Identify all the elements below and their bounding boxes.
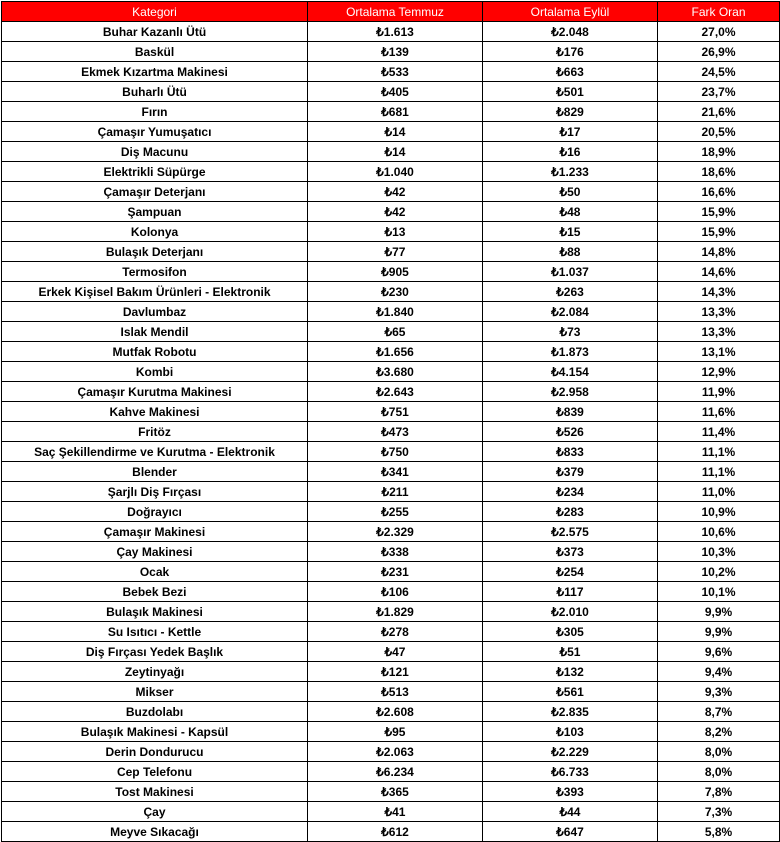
cell-eylul: ₺2.048: [483, 22, 658, 42]
cell-eylul: ₺51: [483, 642, 658, 662]
cell-fark-oran: 12,9%: [658, 362, 780, 382]
cell-kategori: Tost Makinesi: [2, 782, 308, 802]
cell-fark-oran: 11,1%: [658, 462, 780, 482]
table-row: [2, 342, 780, 362]
cell-temmuz: ₺1.656: [308, 342, 483, 362]
cell-fark-oran: 8,2%: [658, 722, 780, 742]
cell-temmuz: ₺513: [308, 682, 483, 702]
cell-kategori: Meyve Sıkacağı: [2, 822, 308, 842]
cell-fark-oran: 9,9%: [658, 622, 780, 642]
cell-kategori: Davlumbaz: [2, 302, 308, 322]
cell-kategori: Kombi: [2, 362, 308, 382]
header-fark-oran: Fark Oran: [658, 2, 780, 22]
cell-eylul: ₺526: [483, 422, 658, 442]
cell-kategori: Buhar Kazanlı Ütü: [2, 22, 308, 42]
cell-fark-oran: 9,3%: [658, 682, 780, 702]
table-row: [2, 602, 780, 622]
cell-temmuz: ₺612: [308, 822, 483, 842]
cell-eylul: ₺393: [483, 782, 658, 802]
cell-temmuz: ₺255: [308, 502, 483, 522]
cell-kategori: Bulaşık Makinesi - Kapsül: [2, 722, 308, 742]
table-row: [2, 742, 780, 762]
cell-temmuz: ₺42: [308, 202, 483, 222]
cell-kategori: Baskül: [2, 42, 308, 62]
cell-temmuz: ₺681: [308, 102, 483, 122]
cell-temmuz: ₺3.680: [308, 362, 483, 382]
cell-eylul: ₺1.233: [483, 162, 658, 182]
table-row: [2, 62, 780, 82]
cell-kategori: Cep Telefonu: [2, 762, 308, 782]
cell-kategori: Zeytinyağı: [2, 662, 308, 682]
cell-fark-oran: 10,3%: [658, 542, 780, 562]
table-row: [2, 162, 780, 182]
cell-kategori: Bebek Bezi: [2, 582, 308, 602]
table-row: [2, 182, 780, 202]
cell-fark-oran: 14,6%: [658, 262, 780, 282]
table-row: [2, 502, 780, 522]
cell-fark-oran: 13,3%: [658, 322, 780, 342]
table-row: [2, 382, 780, 402]
cell-temmuz: ₺2.643: [308, 382, 483, 402]
cell-fark-oran: 11,0%: [658, 482, 780, 502]
cell-kategori: Kolonya: [2, 222, 308, 242]
cell-temmuz: ₺41: [308, 802, 483, 822]
cell-fark-oran: 26,9%: [658, 42, 780, 62]
table-row: [2, 222, 780, 242]
table-row: [2, 202, 780, 222]
cell-temmuz: ₺13: [308, 222, 483, 242]
cell-fark-oran: 15,9%: [658, 202, 780, 222]
cell-eylul: ₺283: [483, 502, 658, 522]
cell-fark-oran: 13,1%: [658, 342, 780, 362]
cell-temmuz: ₺338: [308, 542, 483, 562]
cell-fark-oran: 10,2%: [658, 562, 780, 582]
cell-kategori: Doğrayıcı: [2, 502, 308, 522]
cell-fark-oran: 10,9%: [658, 502, 780, 522]
table-row: [2, 82, 780, 102]
cell-temmuz: ₺751: [308, 402, 483, 422]
table-row: [2, 302, 780, 322]
cell-kategori: Mikser: [2, 682, 308, 702]
cell-fark-oran: 7,8%: [658, 782, 780, 802]
cell-kategori: Çamaşır Deterjanı: [2, 182, 308, 202]
cell-temmuz: ₺95: [308, 722, 483, 742]
table-row: [2, 42, 780, 62]
cell-temmuz: ₺1.829: [308, 602, 483, 622]
cell-fark-oran: 24,5%: [658, 62, 780, 82]
cell-kategori: Termosifon: [2, 262, 308, 282]
cell-eylul: ₺2.229: [483, 742, 658, 762]
cell-kategori: Blender: [2, 462, 308, 482]
cell-temmuz: ₺211: [308, 482, 483, 502]
cell-fark-oran: 27,0%: [658, 22, 780, 42]
cell-temmuz: ₺231: [308, 562, 483, 582]
cell-kategori: Islak Mendil: [2, 322, 308, 342]
cell-temmuz: ₺341: [308, 462, 483, 482]
cell-eylul: ₺50: [483, 182, 658, 202]
cell-eylul: ₺2.835: [483, 702, 658, 722]
cell-fark-oran: 15,9%: [658, 222, 780, 242]
table-row: [2, 802, 780, 822]
cell-eylul: ₺839: [483, 402, 658, 422]
cell-eylul: ₺263: [483, 282, 658, 302]
cell-eylul: ₺16: [483, 142, 658, 162]
cell-fark-oran: 5,8%: [658, 822, 780, 842]
table-row: [2, 702, 780, 722]
cell-temmuz: ₺230: [308, 282, 483, 302]
table-row: [2, 522, 780, 542]
cell-temmuz: ₺1.840: [308, 302, 483, 322]
cell-temmuz: ₺1.040: [308, 162, 483, 182]
cell-temmuz: ₺750: [308, 442, 483, 462]
cell-fark-oran: 11,4%: [658, 422, 780, 442]
cell-kategori: Erkek Kişisel Bakım Ürünleri - Elektronik: [2, 282, 308, 302]
cell-eylul: ₺373: [483, 542, 658, 562]
table-row: [2, 782, 780, 802]
cell-eylul: ₺132: [483, 662, 658, 682]
table-row: [2, 262, 780, 282]
cell-temmuz: ₺473: [308, 422, 483, 442]
cell-fark-oran: 14,3%: [658, 282, 780, 302]
cell-eylul: ₺1.037: [483, 262, 658, 282]
cell-temmuz: ₺905: [308, 262, 483, 282]
cell-eylul: ₺103: [483, 722, 658, 742]
table-header: [2, 2, 780, 22]
cell-eylul: ₺2.575: [483, 522, 658, 542]
cell-kategori: Çamaşır Kurutma Makinesi: [2, 382, 308, 402]
cell-kategori: Derin Dondurucu: [2, 742, 308, 762]
cell-eylul: ₺2.010: [483, 602, 658, 622]
cell-eylul: ₺234: [483, 482, 658, 502]
cell-fark-oran: 11,1%: [658, 442, 780, 462]
cell-temmuz: ₺533: [308, 62, 483, 82]
header-kategori: Kategori: [2, 2, 308, 22]
table-row: [2, 122, 780, 142]
cell-fark-oran: 8,7%: [658, 702, 780, 722]
cell-kategori: Çamaşır Yumuşatıcı: [2, 122, 308, 142]
header-row: [2, 2, 780, 22]
table-body: [2, 22, 780, 842]
cell-temmuz: ₺47: [308, 642, 483, 662]
cell-fark-oran: 10,1%: [658, 582, 780, 602]
cell-kategori: Diş Fırçası Yedek Başlık: [2, 642, 308, 662]
cell-eylul: ₺501: [483, 82, 658, 102]
cell-fark-oran: 7,3%: [658, 802, 780, 822]
cell-fark-oran: 18,9%: [658, 142, 780, 162]
cell-eylul: ₺44: [483, 802, 658, 822]
cell-kategori: Fırın: [2, 102, 308, 122]
header-ortalama-eylul: Ortalama Eylül: [483, 2, 658, 22]
cell-eylul: ₺4.154: [483, 362, 658, 382]
cell-kategori: Buharlı Ütü: [2, 82, 308, 102]
cell-fark-oran: 10,6%: [658, 522, 780, 542]
cell-temmuz: ₺365: [308, 782, 483, 802]
cell-fark-oran: 23,7%: [658, 82, 780, 102]
table-row: [2, 322, 780, 342]
cell-fark-oran: 14,8%: [658, 242, 780, 262]
cell-fark-oran: 13,3%: [658, 302, 780, 322]
cell-eylul: ₺305: [483, 622, 658, 642]
cell-temmuz: ₺65: [308, 322, 483, 342]
table-row: [2, 542, 780, 562]
table-row: [2, 482, 780, 502]
cell-eylul: ₺829: [483, 102, 658, 122]
cell-eylul: ₺117: [483, 582, 658, 602]
table-row: [2, 362, 780, 382]
table-row: [2, 682, 780, 702]
cell-eylul: ₺88: [483, 242, 658, 262]
cell-temmuz: ₺42: [308, 182, 483, 202]
cell-temmuz: ₺106: [308, 582, 483, 602]
price-comparison-table: [1, 1, 780, 842]
cell-eylul: ₺48: [483, 202, 658, 222]
table-row: [2, 422, 780, 442]
cell-kategori: Elektrikli Süpürge: [2, 162, 308, 182]
cell-fark-oran: 21,6%: [658, 102, 780, 122]
cell-fark-oran: 8,0%: [658, 742, 780, 762]
cell-fark-oran: 9,6%: [658, 642, 780, 662]
cell-temmuz: ₺6.234: [308, 762, 483, 782]
cell-kategori: Bulaşık Deterjanı: [2, 242, 308, 262]
cell-temmuz: ₺121: [308, 662, 483, 682]
cell-temmuz: ₺77: [308, 242, 483, 262]
cell-kategori: Çay Makinesi: [2, 542, 308, 562]
cell-fark-oran: 11,9%: [658, 382, 780, 402]
table-row: [2, 282, 780, 302]
table-row: [2, 242, 780, 262]
cell-eylul: ₺561: [483, 682, 658, 702]
cell-eylul: ₺6.733: [483, 762, 658, 782]
table-row: [2, 622, 780, 642]
cell-fark-oran: 9,4%: [658, 662, 780, 682]
table-row: [2, 142, 780, 162]
table-row: [2, 462, 780, 482]
cell-temmuz: ₺139: [308, 42, 483, 62]
cell-fark-oran: 9,9%: [658, 602, 780, 622]
cell-kategori: Şarjlı Diş Fırçası: [2, 482, 308, 502]
cell-fark-oran: 11,6%: [658, 402, 780, 422]
table-row: [2, 722, 780, 742]
cell-fark-oran: 16,6%: [658, 182, 780, 202]
cell-eylul: ₺176: [483, 42, 658, 62]
cell-fark-oran: 20,5%: [658, 122, 780, 142]
cell-eylul: ₺833: [483, 442, 658, 462]
cell-temmuz: ₺14: [308, 142, 483, 162]
table-row: [2, 642, 780, 662]
cell-kategori: Şampuan: [2, 202, 308, 222]
cell-eylul: ₺2.084: [483, 302, 658, 322]
cell-temmuz: ₺14: [308, 122, 483, 142]
cell-eylul: ₺663: [483, 62, 658, 82]
cell-eylul: ₺15: [483, 222, 658, 242]
cell-temmuz: ₺2.063: [308, 742, 483, 762]
cell-kategori: Saç Şekillendirme ve Kurutma - Elektronik: [2, 442, 308, 462]
cell-temmuz: ₺278: [308, 622, 483, 642]
cell-kategori: Mutfak Robotu: [2, 342, 308, 362]
cell-kategori: Ekmek Kızartma Makinesi: [2, 62, 308, 82]
table-row: [2, 102, 780, 122]
cell-temmuz: ₺405: [308, 82, 483, 102]
table-row: [2, 22, 780, 42]
cell-kategori: Bulaşık Makinesi: [2, 602, 308, 622]
table-row: [2, 562, 780, 582]
cell-eylul: ₺1.873: [483, 342, 658, 362]
cell-temmuz: ₺2.329: [308, 522, 483, 542]
cell-eylul: ₺379: [483, 462, 658, 482]
table-row: [2, 662, 780, 682]
cell-kategori: Kahve Makinesi: [2, 402, 308, 422]
cell-temmuz: ₺2.608: [308, 702, 483, 722]
table-row: [2, 402, 780, 422]
cell-temmuz: ₺1.613: [308, 22, 483, 42]
cell-kategori: Su Isıtıcı - Kettle: [2, 622, 308, 642]
table-row: [2, 762, 780, 782]
cell-eylul: ₺73: [483, 322, 658, 342]
header-ortalama-temmuz: Ortalama Temmuz: [308, 2, 483, 22]
cell-eylul: ₺2.958: [483, 382, 658, 402]
table-row: [2, 582, 780, 602]
table-row: [2, 442, 780, 462]
cell-kategori: Çamaşır Makinesi: [2, 522, 308, 542]
table-row: [2, 822, 780, 842]
cell-kategori: Diş Macunu: [2, 142, 308, 162]
cell-kategori: Buzdolabı: [2, 702, 308, 722]
cell-eylul: ₺254: [483, 562, 658, 582]
cell-kategori: Fritöz: [2, 422, 308, 442]
cell-fark-oran: 18,6%: [658, 162, 780, 182]
cell-kategori: Çay: [2, 802, 308, 822]
cell-eylul: ₺17: [483, 122, 658, 142]
cell-kategori: Ocak: [2, 562, 308, 582]
cell-eylul: ₺647: [483, 822, 658, 842]
cell-fark-oran: 8,0%: [658, 762, 780, 782]
